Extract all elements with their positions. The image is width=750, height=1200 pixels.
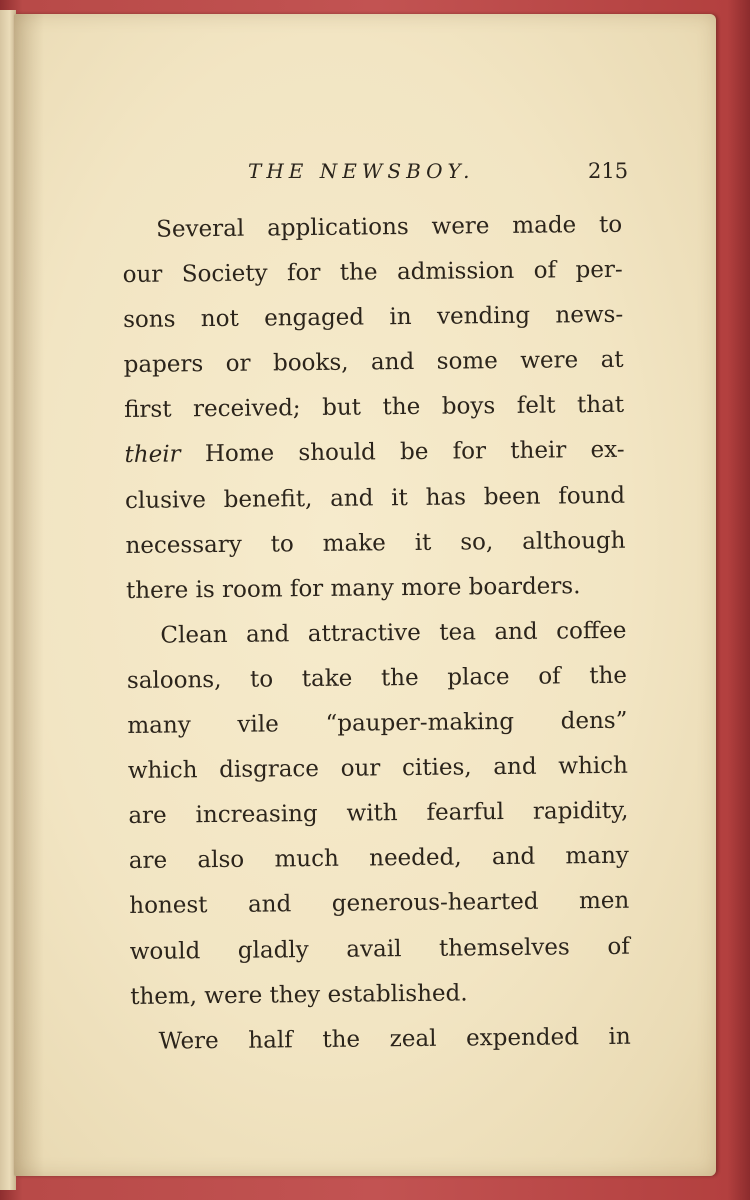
- text-line: papers or books, and some were at: [123, 347, 624, 379]
- text-line: sons not engaged in vending news-: [123, 301, 624, 334]
- paragraph-3: [130, 1014, 630, 1064]
- text-line: there is room for many more boarders.: [125, 572, 581, 604]
- text-line: [124, 428, 624, 478]
- page-header: [14, 154, 716, 188]
- text-line: them, were they established.: [130, 980, 468, 1010]
- gutter-shadow: [14, 14, 44, 1176]
- text-line: clusive benefit, and it has been found: [124, 482, 626, 514]
- emphasized-word: their: [124, 441, 181, 469]
- page-number: 215: [588, 159, 629, 183]
- text-line: necessary to make it so, although: [125, 527, 626, 559]
- text-line: which disgrace our cities, and which: [127, 752, 629, 785]
- text-line: many vile “pauper-making dens”: [127, 707, 628, 740]
- text-line: are also much needed, and many: [128, 843, 629, 875]
- paragraph-2: [126, 609, 630, 1020]
- text-line: Clean and attractive tea and coffee: [160, 617, 627, 649]
- text-line: first received; but the boys felt that: [123, 392, 625, 424]
- text-line-rest: Home should be for their ex-: [180, 437, 625, 468]
- body-text: [122, 203, 631, 1065]
- text-line: would gladly avail themselves of: [129, 933, 630, 965]
- text-line: saloons, to take the place of the: [126, 662, 628, 694]
- book-page: [14, 14, 716, 1176]
- text-line: honest and generous-hearted men: [129, 888, 630, 920]
- running-head: THE NEWSBOY.: [248, 159, 475, 183]
- paragraph-1: [122, 203, 626, 614]
- text-line: Were half the zeal expended in: [158, 1023, 631, 1055]
- text-line: are increasing with fearful rapidity,: [128, 797, 629, 830]
- text-line: our Society for the admission of per-: [122, 256, 623, 289]
- text-line: Several applications were made to: [156, 211, 623, 243]
